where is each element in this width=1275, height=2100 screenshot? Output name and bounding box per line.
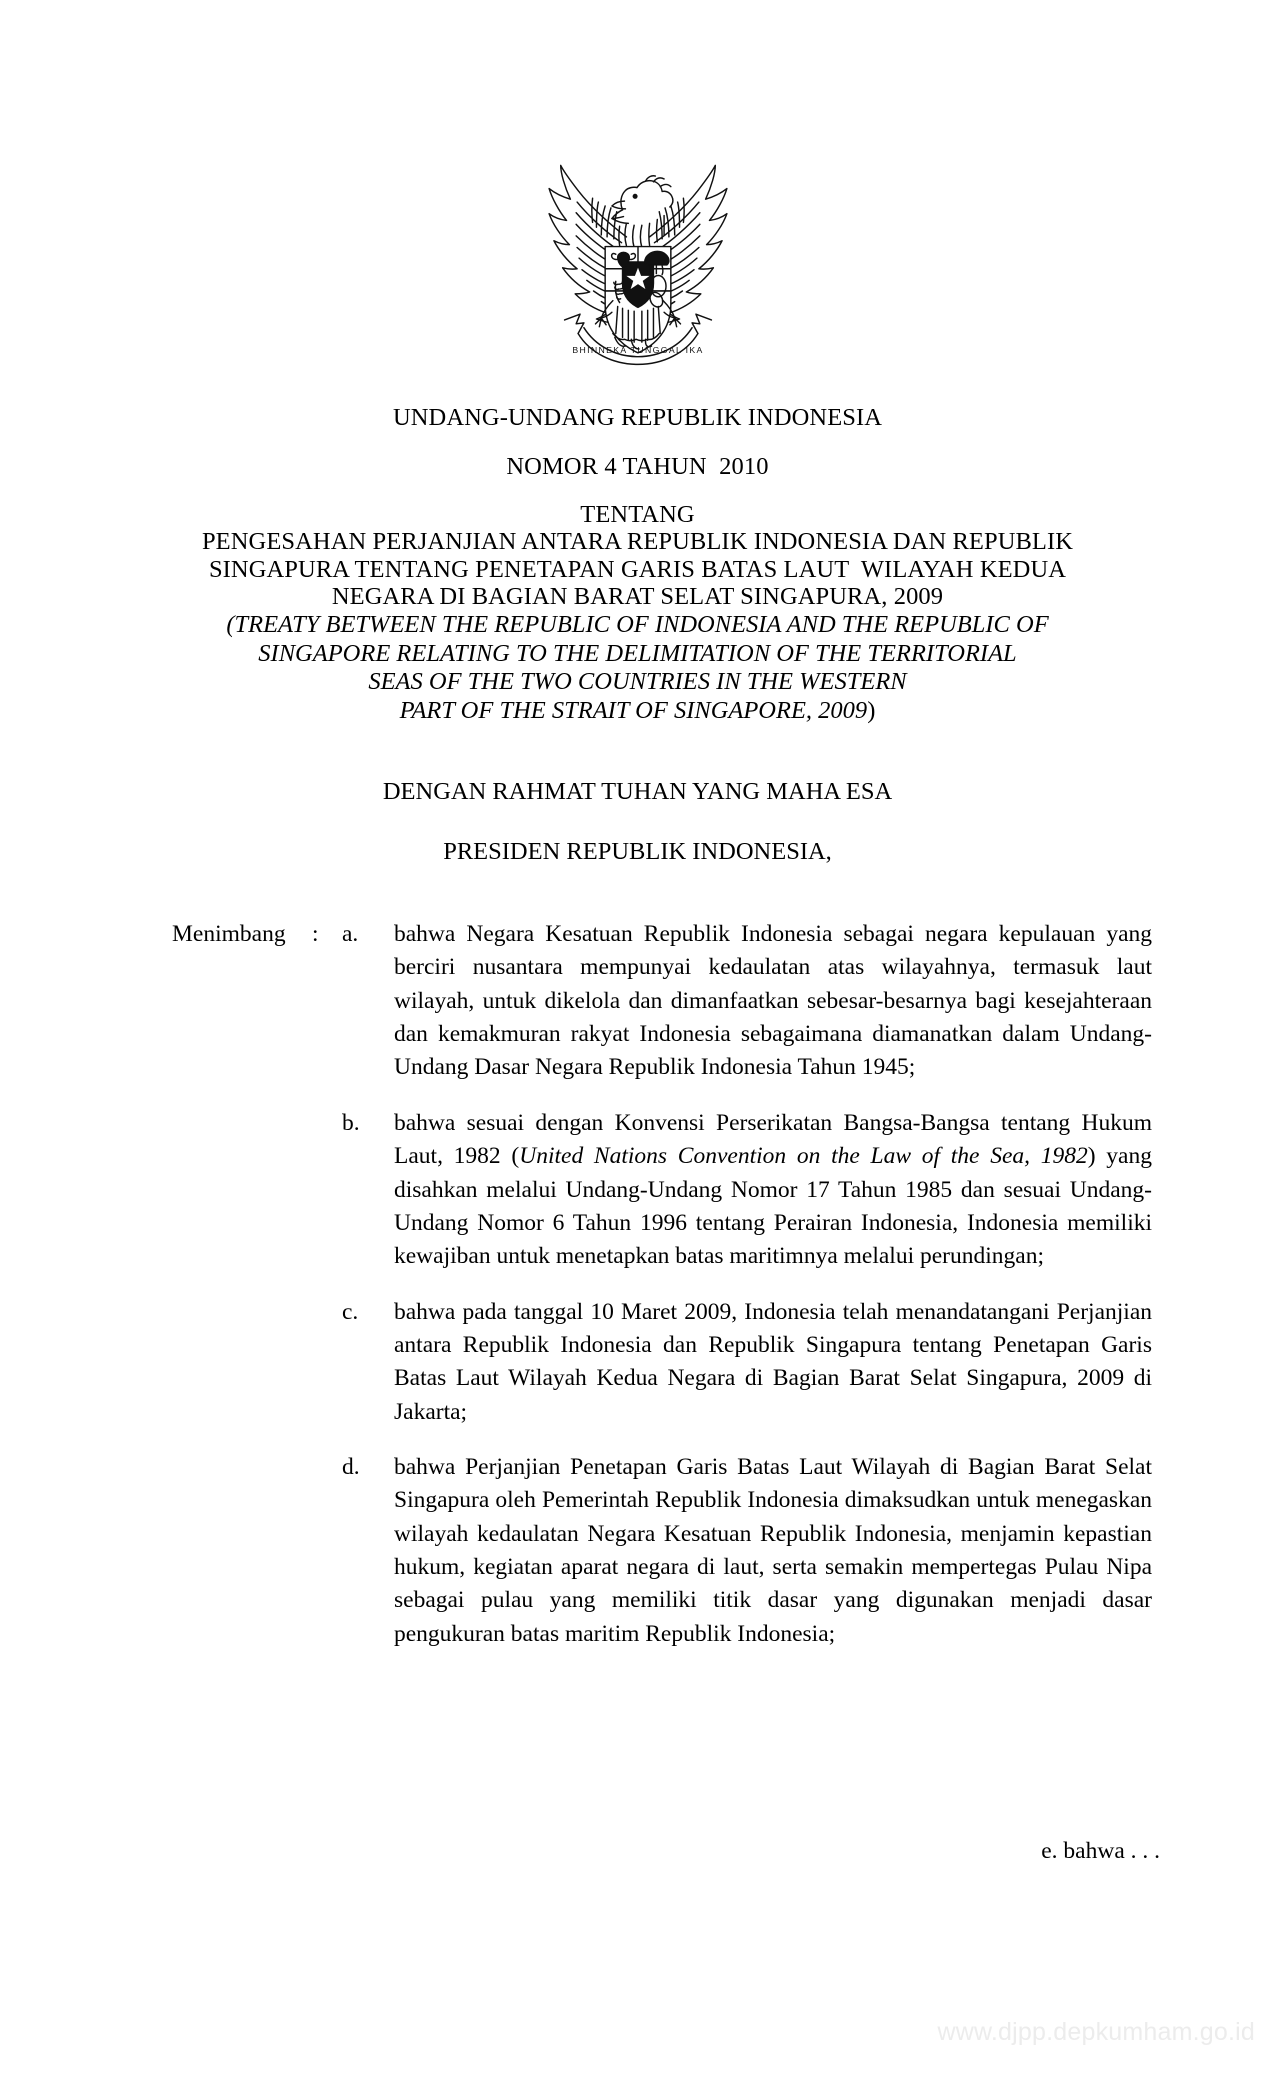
garuda-emblem-container [0,148,1275,376]
considering-item-a [172,918,1152,1085]
about-label: TENTANG [580,500,695,528]
invocation-line: DENGAN RAHMAT TUHAN YANG MAHA ESA [382,778,893,805]
subject-english-text-4: PART OF THE STRAIT OF SINGAPORE, 2009 [399,697,868,725]
garuda-pancasila-icon [522,148,754,376]
considering-marker-d: d. [342,1454,360,1481]
document-title-block [0,404,1275,726]
considering-text-b-part1: bahwa sesuai dengan Konvensi Perserikatan Bangsa-Bangsa tentang Hukum Laut, 1982 ( [394,1109,1152,1170]
subject-line-1: PENGESAHAN PERJANJIAN ANTARA REPUBLIK INDONESIA DAN REPUBLIK [201,528,1074,556]
subject-english-text-1: TREATY BETWEEN THE REPUBLIC OF INDONESIA AND THE REPUBLIC OF [234,610,1049,638]
considering-text-a: bahwa Negara Kesatuan Republik Indonesia sebagai negara kepulauan yang berciri nusantara mempunyai kedaulatan atas wilayahnya, termasuk laut wilayah, untuk dikelola dan dimanfaatkan sebesar-besarnya bagi kesejahteraan dan kemakmuran rakyat Indonesia sebagaimana diamanatkan dalam Undang-Undang Dasar Negara Republik Indonesia Tahun 1945; [394,921,1152,1081]
subject-line-2: SINGAPURA TENTANG PENETAPAN GARIS BATAS LAUT WILAYAH KEDUA [208,555,1067,583]
subject-english-line-4 [0,697,1275,726]
considering-marker-a: a. [342,921,359,947]
subject-line-3: NEGARA DI BAGIAN BARAT SELAT SINGAPURA, 2009 [331,583,944,611]
considering-item-b [172,1107,1152,1274]
considering-item-d [172,1451,1152,1651]
considering-text-b [394,1107,1152,1274]
considering-text-b-part2: ) yang disahkan melalui Undang-Undang Nomor 17 Tahun 1985 dan sesuai Undang-Undang Nomor 6 Tahun 1996 tentang Perairan Indonesia, Indonesia memiliki kewajiban untuk menetapkan batas maritimnya melalui perundingan; [394,1143,1152,1270]
close-paren: ) [867,697,876,725]
considering-label: Menimbang [172,921,286,947]
open-paren: ( [226,610,235,638]
site-watermark: www.djpp.depkumham.go.id [937,2018,1255,2046]
considering-item-c [172,1296,1152,1429]
subject-english-line-2: SINGAPORE RELATING TO THE DELIMITATION OF THE TERRITORIAL [258,639,1017,667]
considering-text-b-italic: United Nations Convention on the Law of the Sea, 1982 [519,1143,1088,1170]
signatory-line: PRESIDEN REPUBLIK INDONESIA, [443,838,832,865]
law-type-line: UNDANG-UNDANG REPUBLIK INDONESIA [392,404,883,431]
emblem-motto-text: BHINNEKA TUNGGAL IKA [571,344,704,355]
subject-english-line-3: SEAS OF THE TWO COUNTRIES IN THE WESTERN [368,668,907,696]
considering-marker-b: b. [342,1109,360,1136]
considering-marker-c: c. [342,1298,359,1325]
considering-text-c: bahwa pada tanggal 10 Maret 2009, Indonesia telah menandatangani Perjanjian antara Republik Indonesia dan Republik Singapura tentang Penetapan Garis Batas Laut Wilayah Kedua Negara di Bagian Barat Selat Singapura, 2009 di Jakarta; [394,1298,1152,1425]
spacer-a-b [172,1085,1152,1107]
considering-text-d: bahwa Perjanjian Penetapan Garis Batas Laut Wilayah di Bagian Barat Selat Singapura oleh Pemerintah Republik Indonesia dimaksudkan untuk menegaskan wilayah kedaulatan Negara Kesatuan Republik Indonesia, menjamin kepastian hukum, kegiatan aparat negara di laut, serta semakin mempertegas Pulau Nipa sebagai pulau yang memiliki titik dasar yang digunakan menjadi dasar pengukuran batas maritim Republik Indonesia; [394,1454,1152,1647]
page-continuation-marker: e. bahwa . . . [1041,1838,1160,1864]
subject-english-line-1 [0,611,1275,640]
considering-colon: : [312,921,319,947]
spacer-c-d [172,1429,1152,1451]
considering-section [172,918,1152,1651]
law-number-line: NOMOR 4 TAHUN 2010 [506,453,769,481]
spacer-b-c [172,1274,1152,1296]
